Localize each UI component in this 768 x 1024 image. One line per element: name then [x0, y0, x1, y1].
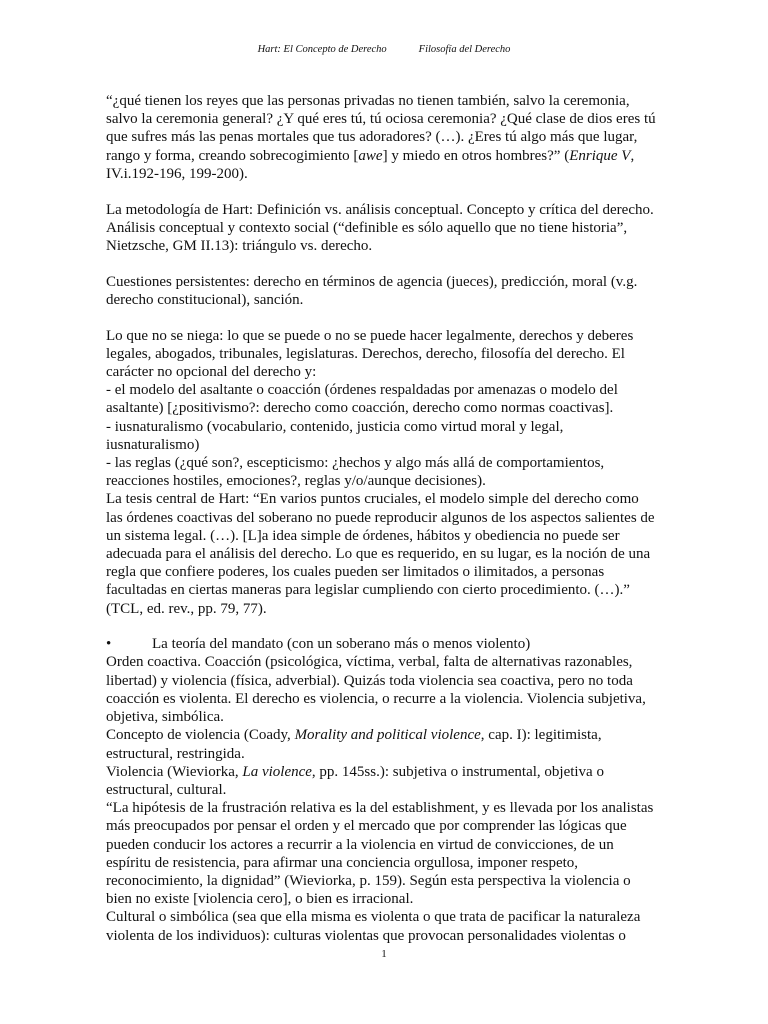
- text-line: Lo que no se niega: lo que se puede o no se puede hacer legalmente, derechos y deberes: [106, 327, 634, 344]
- text-run: ] y miedo en otros hombres?” (: [382, 147, 570, 164]
- text-line: Análisis conceptual y contexto social (“definible es sólo aquello que no tiene historia”,: [106, 219, 628, 236]
- text-run: ,: [630, 147, 635, 164]
- page-number: 1: [381, 948, 387, 960]
- paragraph-quote-enrique: [106, 92, 666, 183]
- text-line: libertad) y violencia (física, adverbial). Quizás toda violencia sea coactiva, pero no toda: [106, 672, 633, 689]
- italic-run: Morality and political violence: [294, 727, 481, 744]
- text-line: estructural, restringida.: [106, 745, 245, 762]
- paragraph-lo-que-no-se-niega: [106, 327, 666, 618]
- text-line: reacciones hostiles, emociones?, reglas y/o/aunque decisiones).: [106, 473, 486, 490]
- text-line: más preocupados por pensar el orden y el mercado que por comprender las lógicas que: [106, 818, 627, 835]
- header-right: Filosofía del Derecho: [418, 44, 511, 55]
- text-line: Nietzsche, GM II.13): triángulo vs. derecho.: [106, 237, 373, 254]
- text-line: violenta de los individuos): culturas violentas que provocan personalidades violentas o: [106, 927, 626, 944]
- text-line: [106, 763, 666, 781]
- bullet-text: La teoría del mandato (con un soberano más o menos violento): [152, 636, 531, 653]
- italic-run: awe: [358, 147, 383, 164]
- text-line: Orden coactiva. Coacción (psicológica, víctima, verbal, falta de alternativas razonables,: [106, 654, 633, 671]
- text-line: reconocimiento, la dignidad” (Wieviorka, p. 159). Según esta perspectiva la violencia o: [106, 872, 631, 889]
- text-line: adecuada para el análisis del derecho. Lo que es requerido, en su lugar, es la noción de una: [106, 545, 651, 562]
- text-line: que sufres más las penas mortales que tus adoradores? (…). ¿Eres tú algo más que lugar,: [106, 129, 638, 146]
- header-left: Hart: El Concepto de Derecho: [257, 44, 387, 55]
- text-line: objetiva, simbólica.: [106, 709, 224, 726]
- text-line: coacción es violenta. El derecho es violencia, o recurre a la violencia. Violencia subjetiva,: [106, 690, 646, 707]
- bullet-item: [106, 635, 666, 653]
- text-line: las órdenes coactivas del soberano no puede reproducir algunos de los aspectos salientes de: [106, 509, 655, 526]
- text-run: , pp. 145ss.): subjetiva o instrumental, objetiva o: [311, 763, 604, 780]
- bullet-glyph: •: [106, 636, 112, 653]
- text-line: bien no existe [violencia cero], o bien es irracional.: [106, 891, 414, 908]
- text-line: La tesis central de Hart: “En varios puntos cruciales, el modelo simple del derecho como: [106, 491, 639, 508]
- text-line: un sistema legal. (…). [L]a idea simple de órdenes, hábitos y obediencia no puede ser: [106, 527, 620, 544]
- text-run: rango y forma, creando sobrecogimiento [: [106, 147, 359, 164]
- text-line: facultadas en ciertas maneras para legislar cumpliendo con cierto procedimiento. (…).”: [106, 582, 630, 599]
- text-line: estructural, cultural.: [106, 781, 227, 798]
- text-line: - el modelo del asaltante o coacción (órdenes respaldadas por amenazas o modelo del: [106, 382, 618, 399]
- text-line: - iusnaturalismo (vocabulario, contenido, justicia como virtud moral y legal,: [106, 418, 564, 435]
- text-line: asaltante) [¿positivismo?: derecho como coacción, derecho como normas coactivas].: [106, 400, 614, 417]
- italic-run: Enrique V: [569, 147, 631, 164]
- text-run: , cap. I): legitimista,: [480, 727, 602, 744]
- paragraph-teoria-mandato: [106, 635, 666, 944]
- text-line: [106, 147, 666, 165]
- text-run: Concepto de violencia (Coady,: [106, 727, 295, 744]
- text-line: iusnaturalismo): [106, 436, 200, 453]
- text-line: derecho constitucional), sanción.: [106, 291, 304, 308]
- text-line: regla que confiere poderes, los cuales pueden ser limitados o ilimitados, a personas: [106, 564, 605, 581]
- text-line: salvo la ceremonia general? ¿Y qué eres tú, tú ociosa ceremonia? ¿Qué clase de dios eres tú: [106, 111, 656, 128]
- text-run: Violencia (Wieviorka,: [106, 763, 243, 780]
- text-line: [106, 726, 666, 744]
- text-line: espíritu de resistencia, para afirmar una conciencia orgullosa, imponer respeto,: [106, 854, 579, 871]
- italic-run: La violence: [242, 763, 312, 780]
- paragraph-cuestiones: [106, 273, 666, 309]
- text-line: IV.i.192-196, 199-200).: [106, 165, 248, 182]
- text-line: Cuestiones persistentes: derecho en términos de agencia (jueces), predicción, moral (v.g.: [106, 273, 638, 290]
- paragraph-metodologia: [106, 201, 666, 256]
- text-line: - las reglas (¿qué son?, escepticismo: ¿hechos y algo más allá de comportamientos,: [106, 454, 605, 471]
- text-line: Cultural o simbólica (sea que ella misma es violenta o que trata de pacificar la naturaleza: [106, 909, 641, 926]
- text-line: “¿qué tienen los reyes que las personas privadas no tienen también, salvo la ceremonia,: [106, 93, 630, 109]
- text-line: pueden conducir los actores a recurrir a la violencia en virtud de convicciones, de un: [106, 836, 614, 853]
- document-body: [106, 92, 666, 962]
- text-line: “La hipótesis de la frustración relativa es la del establishment, y es llevada por los analistas: [106, 800, 654, 817]
- text-line: legales, abogados, tribunales, legislaturas. Derechos, derecho, filosofía del derecho. El: [106, 345, 625, 362]
- text-line: La metodología de Hart: Definición vs. análisis conceptual. Concepto y crítica del derecho.: [106, 201, 654, 218]
- text-line: carácter no opcional del derecho y:: [106, 363, 317, 380]
- text-line: (TCL, ed. rev., pp. 79, 77).: [106, 600, 267, 617]
- running-header: [0, 44, 768, 55]
